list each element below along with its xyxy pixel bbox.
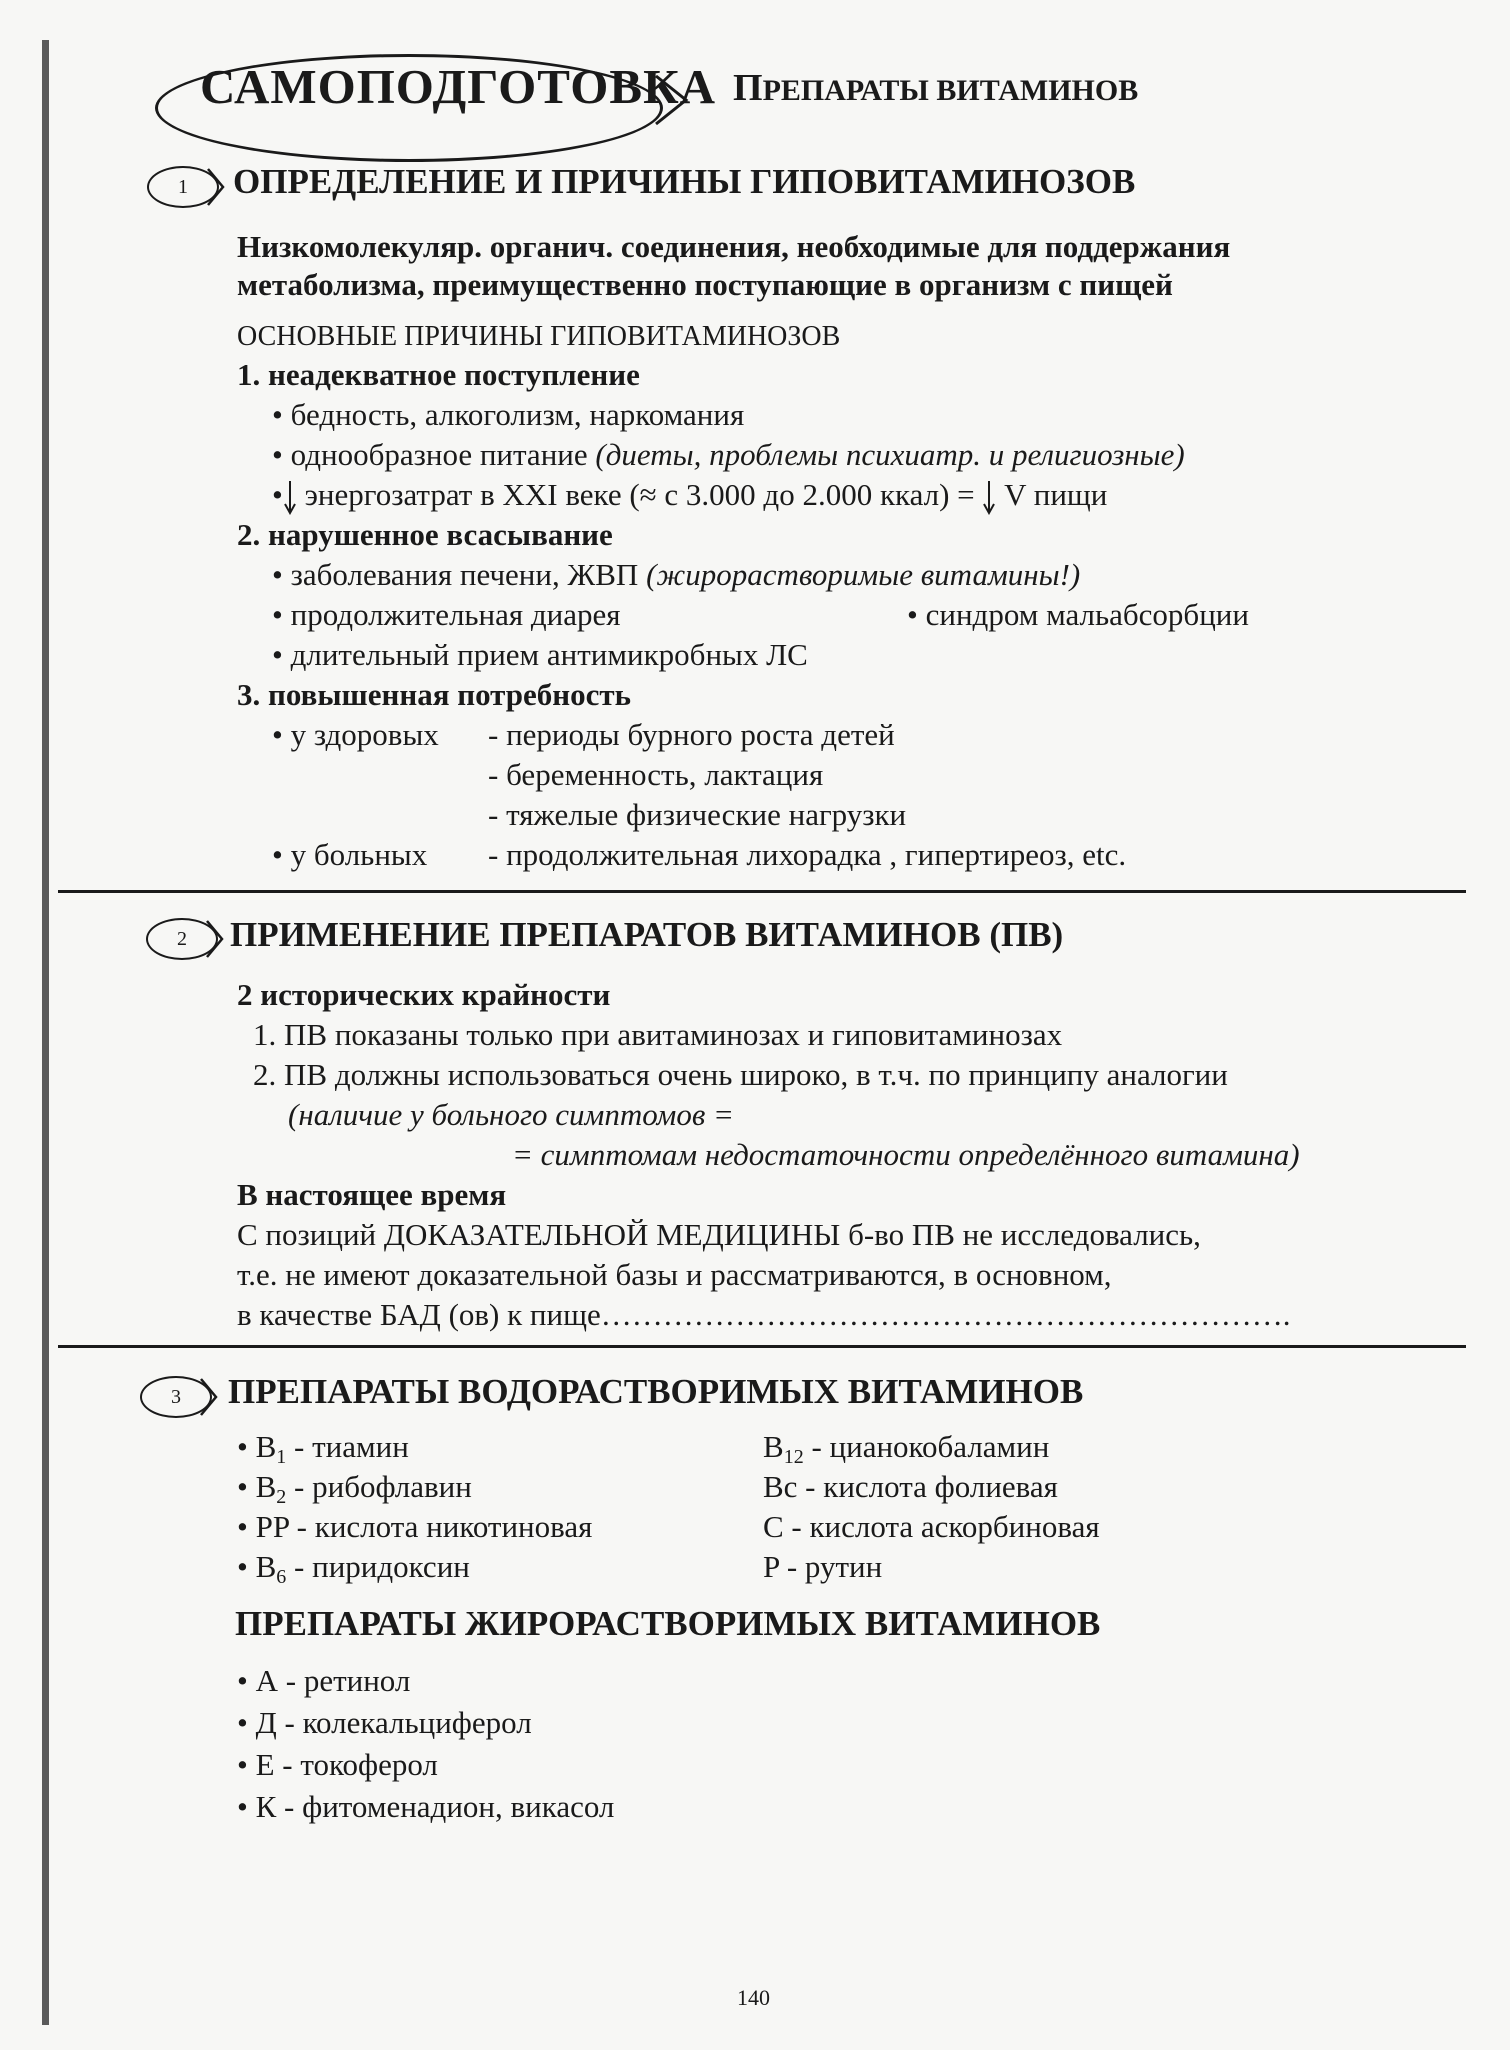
extreme-2-note-2: = симптомам недостаточности определённого витамина) [512,1137,1300,1172]
cause-3-healthy-2: - беременность, лактация [488,757,824,792]
section-2-heading: ПРИМЕНЕНИЕ ПРЕПАРАТОВ ВИТАМИНОВ (ПВ) [230,915,1064,954]
water-soluble-item: • PP - кислота никотиновая [237,1509,593,1544]
cause-2-title: 2. нарушенное всасывание [237,517,613,552]
current-title: В настоящее время [237,1177,507,1212]
section-3-number: 3 [140,1376,212,1418]
current-line-3: в качестве БАД (ов) к пище…………………………………………………………. [237,1297,1291,1332]
cause-1-bullet-2: • однообразное питание (диеты, проблемы психиатр. и религиозные) [272,437,1185,472]
binding-edge [42,40,49,2025]
water-soluble-item: • $B_1$ - тиамин [237,1429,409,1468]
section-2-number: 2 [146,918,218,960]
water-soluble-item: • $B_2$ - рибофлавин [237,1469,472,1508]
current-line-2: т.е. не имеют доказательной базы и рассматриваются, в основном, [237,1257,1112,1292]
cause-2-bullet-2b: • синдром мальабсорбции [907,597,1249,632]
water-soluble-item: • $B_6$ - пиридоксин [237,1549,470,1588]
cause-3-title: 3. повышенная потребность [237,677,632,712]
page-title: ПРЕПАРАТЫ ВИТАМИНОВ [733,67,1139,109]
cause-3-healthy: • у здоровых [272,717,439,752]
title-badge-text: САМОПОДГОТОВКА [200,59,717,114]
current-line-1: С позиций ДОКАЗАТЕЛЬНОЙ МЕДИЦИНЫ б-во ПВ не исследовались, [237,1217,1201,1252]
cause-3-healthy-3: - тяжелые физические нагрузки [488,797,907,832]
causes-title: ОСНОВНЫЕ ПРИЧИНЫ ГИПОВИТАМИНОЗОВ [237,321,841,352]
down-arrow-icon [982,479,996,515]
extreme-2: 2. ПВ должны использоваться очень широко, в т.ч. по принципу аналогии [253,1057,1228,1092]
cause-3-sick: • у больных [272,837,428,872]
section-1-arrow-icon [205,166,229,208]
fat-soluble-item: • К - фитоменадион, викасол [237,1789,615,1824]
section-1-heading: ОПРЕДЕЛЕНИЕ И ПРИЧИНЫ ГИПОВИТАМИНОЗОВ [233,162,1136,201]
extremes-title: 2 исторических крайности [237,977,611,1012]
fat-soluble-item: • Д - колекальциферол [237,1705,532,1740]
cause-2-bullet-1: • заболевания печени, ЖВП (жирорастворимые витамины!) [272,557,1081,592]
section-2-arrow-icon [204,918,228,960]
definition-line-1: Низкомолекуляр. органич. соединения, необходимые для поддержания [237,229,1231,264]
section-divider [58,890,1466,893]
water-soluble-item: C - кислота аскорбиновая [763,1509,1100,1544]
water-soluble-item: Bc - кислота фолиевая [763,1469,1058,1504]
definition-line-2: метаболизма, преимущественно поступающие в организм с пищей [237,267,1173,302]
water-soluble-list-left [237,1428,592,1588]
fat-soluble-item: • А - ретинол [237,1663,411,1698]
water-soluble-item: $B_{12}$ - цианокобаламин [763,1429,1050,1468]
cause-2-bullet-3: • длительный прием антимикробных ЛС [272,637,808,672]
cause-1-bullet-3: • энергозатрат в XXI веке (≈ с 3.000 до 2.000 ккал) = V пищи [272,476,1107,515]
cause-1-bullet-1: • бедность, алкоголизм, наркомания [272,397,745,432]
section-3-arrow-icon [198,1376,222,1418]
section-3-heading: ПРЕПАРАТЫ ВОДОРАСТВОРИМЫХ ВИТАМИНОВ [228,1372,1084,1411]
fat-soluble-heading: ПРЕПАРАТЫ ЖИРОРАСТВОРИМЫХ ВИТАМИНОВ [235,1604,1101,1643]
section-divider [58,1345,1466,1348]
extreme-2-note-1: (наличие у больного симптомов = [288,1097,734,1132]
cause-3-healthy-1: - периоды бурного роста детей [488,717,895,752]
down-arrow-icon [283,479,297,515]
cause-3-sick-1: - продолжительная лихорадка , гипертиреоз, etc. [488,837,1127,872]
fat-soluble-item: • Е - токоферол [237,1747,438,1782]
extreme-1: 1. ПВ показаны только при авитаминозах и гиповитаминозах [253,1017,1063,1052]
water-soluble-item: P - рутин [763,1549,883,1584]
section-1-number: 1 [147,166,219,208]
cause-2-bullet-2: • продолжительная диарея [272,597,621,632]
cause-1-title: 1. неадекватное поступление [237,357,640,392]
page-number: 140 [737,1985,770,2010]
water-soluble-list-right [763,1428,1100,1588]
